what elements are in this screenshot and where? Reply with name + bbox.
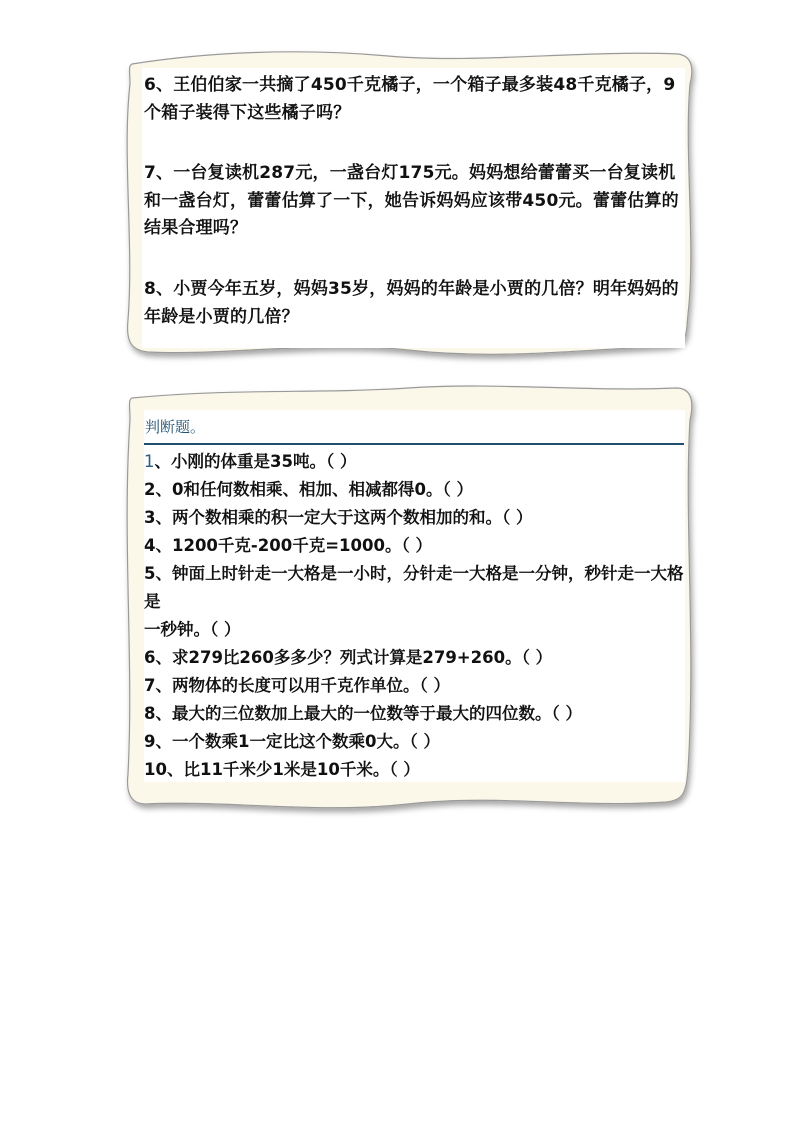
- judgment-item: [144, 756, 685, 784]
- item-text: 、0和任何数相乘、相加、相减都得0。（ ）: [155, 480, 473, 499]
- item-number: 3: [144, 508, 156, 527]
- judgment-body: [144, 410, 685, 782]
- item-text: 、两个数相乘的积一定大于这两个数相加的和。（ ）: [155, 508, 533, 527]
- judgment-item: [144, 728, 685, 756]
- judgment-item: [144, 560, 685, 644]
- judgment-item: [144, 672, 685, 700]
- item-text: 、比11千米少1米是10千米。（ ）: [166, 760, 420, 779]
- judgment-item: [144, 700, 685, 728]
- section-title: 判断题。: [145, 418, 206, 436]
- item-text: 、求279比260多多少？列式计算是279+260。（ ）: [155, 648, 553, 667]
- item-number: 8: [144, 704, 156, 723]
- problem-7: 7、一台复读机287元，一盏台灯175元。妈妈想给蕾蕾买一台复读机和一盏台灯，蕾蕾估算了一下，她告诉妈妈应该带450元。蕾蕾估算的结果合理吗？: [144, 163, 679, 238]
- judgment-list: [144, 448, 685, 784]
- item-number: 2: [144, 480, 156, 499]
- problems-body: [142, 68, 685, 348]
- problem-6: 6、王伯伯家一共摘了450千克橘子，一个箱子最多装48千克橘子，9个箱子装得下这些橘子吗？: [144, 75, 676, 123]
- item-text: 、钟面上时针走一大格是一小时，分针走一大格是一分钟，秒针走一大格是: [144, 564, 684, 611]
- judgment-item: [144, 448, 685, 476]
- item-number: 7: [144, 676, 156, 695]
- section-divider: [144, 443, 684, 445]
- item-text: 、一个数乘1一定比这个数乘0大。（ ）: [155, 732, 440, 751]
- item-number: 6: [144, 648, 156, 667]
- word-problems-card: [118, 44, 698, 366]
- item-number: 9: [144, 732, 156, 751]
- item-text: 、小刚的体重是35吨。（ ）: [154, 452, 357, 471]
- judgment-item: [144, 504, 685, 532]
- item-number: 10: [144, 760, 167, 779]
- item-text: 、1200千克-200千克=1000。（ ）: [155, 536, 432, 555]
- item-text: 、最大的三位数加上最大的一位数等于最大的四位数。（ ）: [155, 704, 582, 723]
- item-number: 1: [144, 452, 155, 471]
- judgment-card: [118, 380, 698, 820]
- judgment-item: [144, 476, 685, 504]
- item-text: 、两物体的长度可以用千克作单位。（ ）: [155, 676, 450, 695]
- judgment-item: [144, 532, 685, 560]
- item-continuation: 一秒钟。（ ）: [144, 620, 241, 639]
- problem-8: 8、小贾今年五岁，妈妈35岁，妈妈的年龄是小贾的几倍？明年妈妈的年龄是小贾的几倍？: [144, 279, 679, 327]
- item-number: 4: [144, 536, 156, 555]
- item-number: 5: [144, 564, 156, 583]
- judgment-item: [144, 644, 685, 672]
